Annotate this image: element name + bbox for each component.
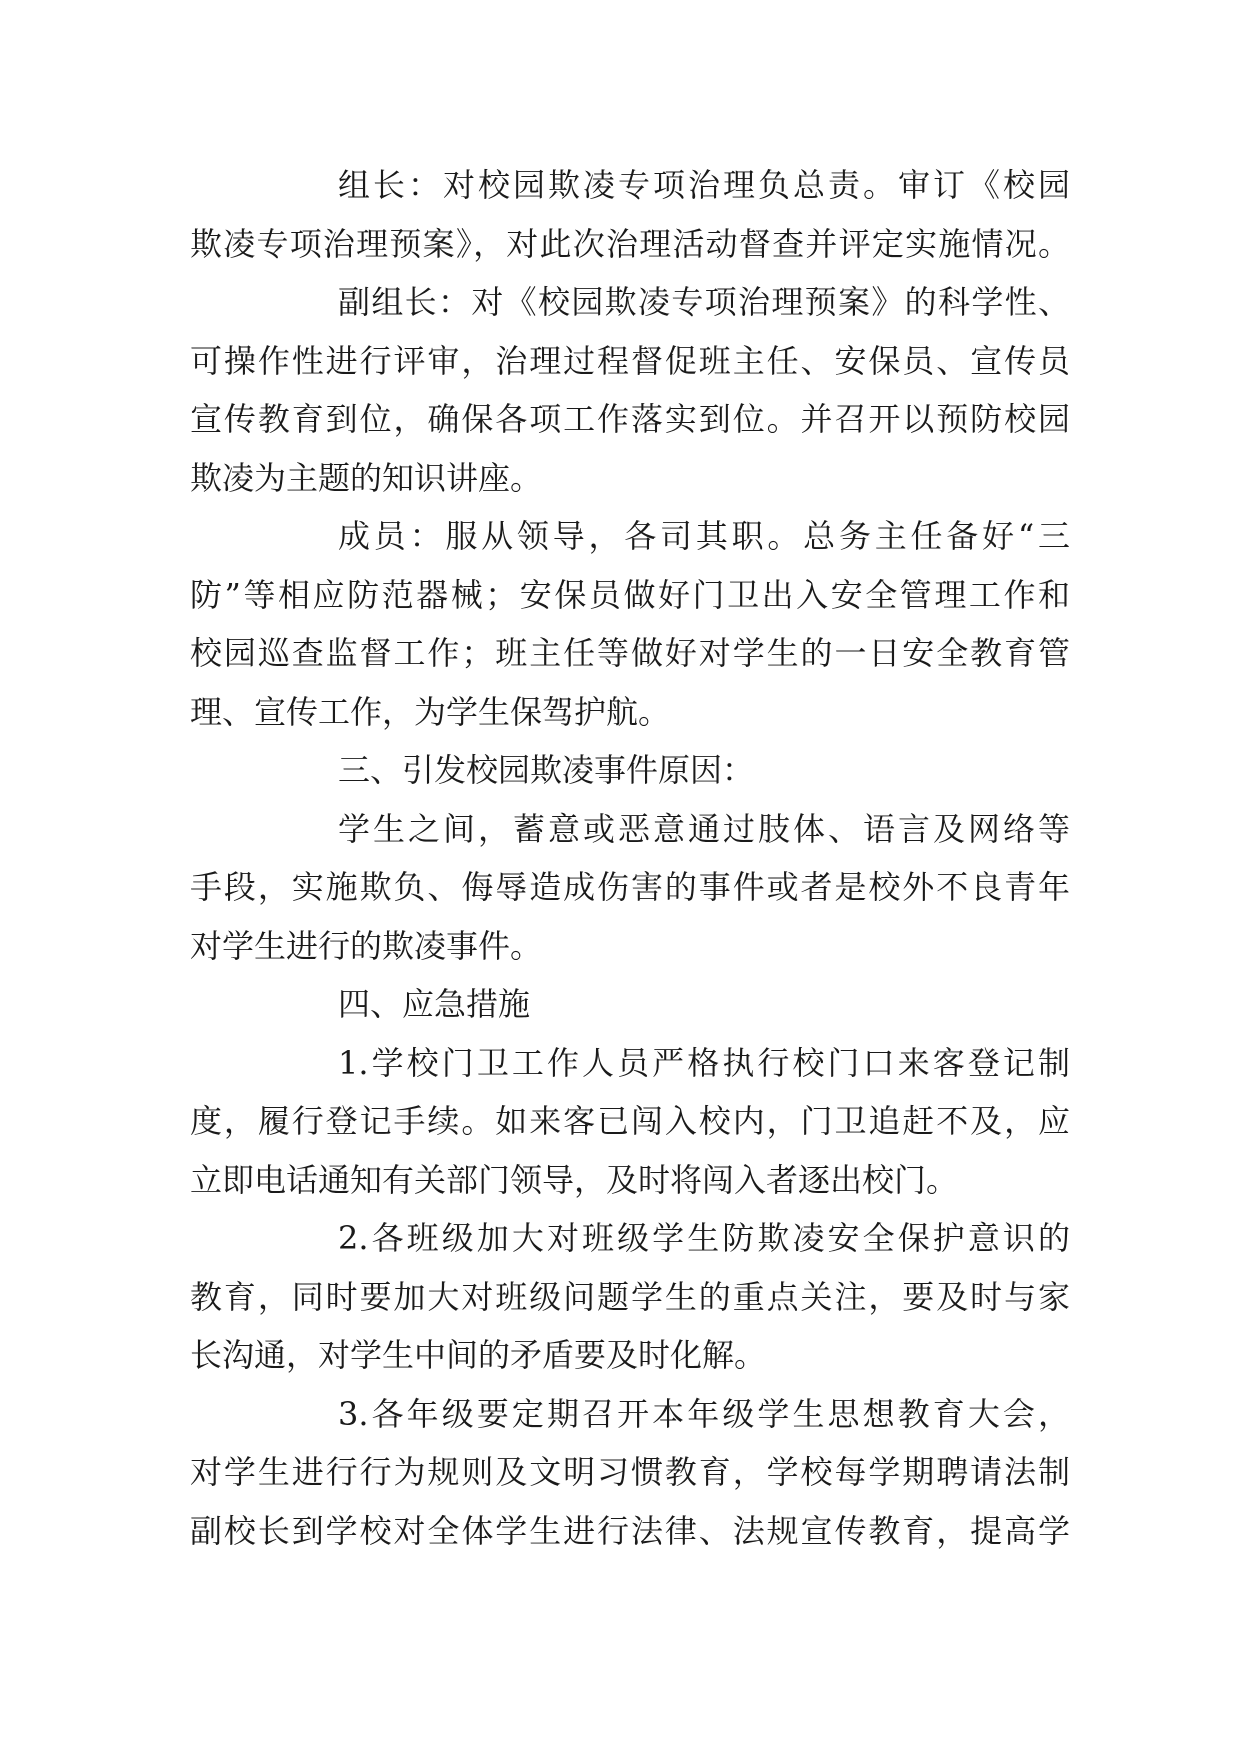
- paragraph-line: 副校长到学校对全体学生进行法律、法规宣传教育，提高学: [190, 1512, 1070, 1550]
- paragraph-line: 副组长：对《校园欺凌专项治理预案》的科学性、: [338, 283, 1070, 321]
- paragraph-line: 理、宣传工作，为学生保驾护航。: [190, 693, 671, 731]
- paragraph-line: 校园巡查监督工作；班主任等做好对学生的一日安全教育管: [190, 634, 1070, 672]
- paragraph-line: 长沟通，对学生中间的矛盾要及时化解。: [190, 1336, 767, 1374]
- paragraph-line: 宣传教育到位，确保各项工作落实到位。并召开以预防校园: [190, 400, 1070, 438]
- paragraph-line: 2.各班级加大对班级学生防欺凌安全保护意识的: [338, 1219, 1070, 1257]
- paragraph-line: 学生之间，蓄意或恶意通过肢体、语言及网络等: [338, 810, 1070, 848]
- paragraph-line: 立即电话通知有关部门领导，及时将闯入者逐出校门。: [190, 1161, 959, 1199]
- section-heading: 四、应急措施: [338, 985, 531, 1023]
- paragraph-line: 教育，同时要加大对班级问题学生的重点关注，要及时与家: [190, 1278, 1070, 1316]
- paragraph-line: 组长：对校园欺凌专项治理负总责。审订《校园: [338, 166, 1070, 204]
- paragraph-line: 3.各年级要定期召开本年级学生思想教育大会，: [338, 1395, 1070, 1433]
- paragraph-line: 手段，实施欺负、侮辱造成伤害的事件或者是校外不良青年: [190, 868, 1070, 906]
- paragraph-line: 成员：服从领导，各司其职。总务主任备好“三: [338, 517, 1070, 555]
- paragraph-line: 欺凌专项治理预案》，对此次治理活动督查并评定实施情况。: [190, 225, 1070, 263]
- paragraph-line: 1.学校门卫工作人员严格执行校门口来客登记制: [338, 1044, 1070, 1082]
- paragraph-line: 对学生进行行为规则及文明习惯教育，学校每学期聘请法制: [190, 1453, 1070, 1491]
- paragraph-line: 防”等相应防范器械；安保员做好门卫出入安全管理工作和: [190, 576, 1070, 614]
- paragraph-line: 度，履行登记手续。如来客已闯入校内，门卫追赶不及，应: [190, 1102, 1070, 1140]
- paragraph-line: 欺凌为主题的知识讲座。: [190, 459, 543, 497]
- section-heading: 三、引发校园欺凌事件原因：: [338, 751, 755, 789]
- paragraph-line: 对学生进行的欺凌事件。: [190, 927, 543, 965]
- paragraph-line: 可操作性进行评审，治理过程督促班主任、安保员、宣传员: [190, 342, 1070, 380]
